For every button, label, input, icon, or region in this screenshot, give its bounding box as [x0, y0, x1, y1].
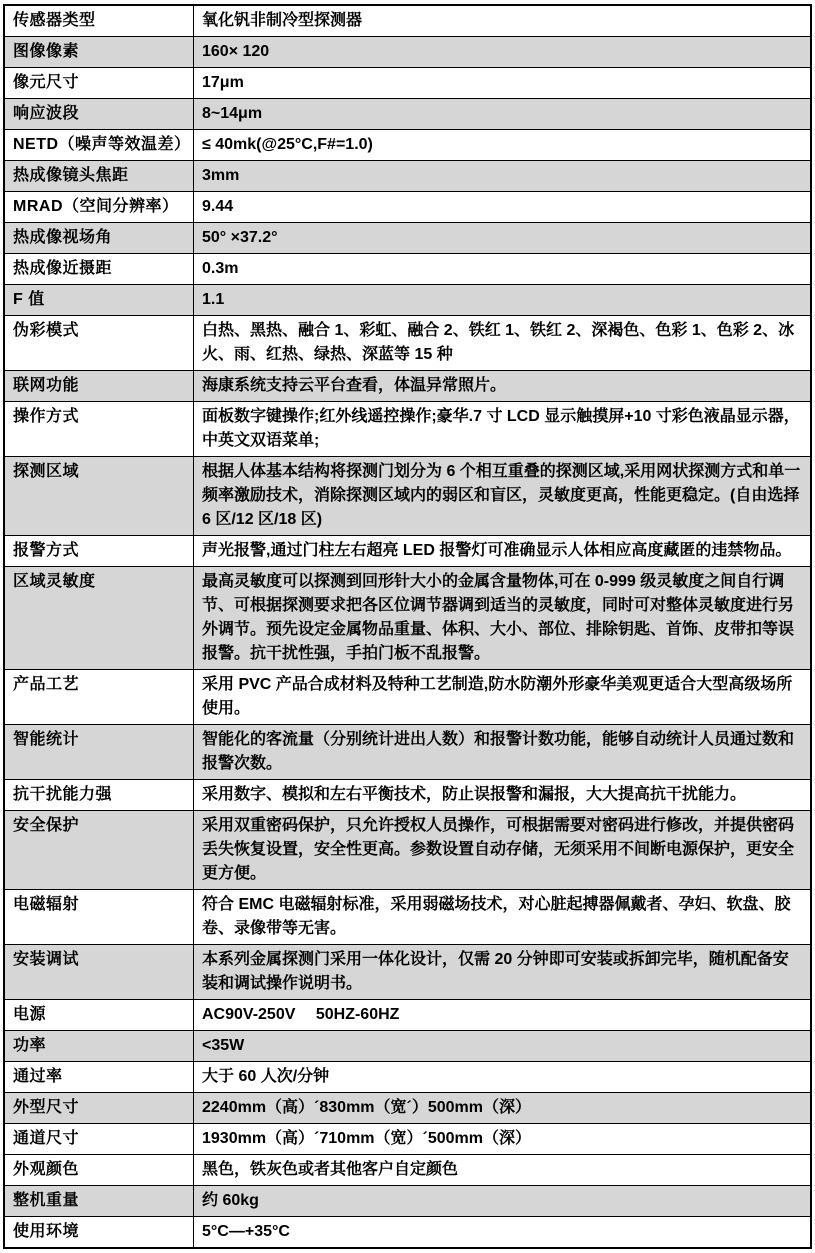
spec-value: 1.1	[194, 285, 812, 316]
spec-label: F 值	[4, 285, 194, 316]
spec-value: 50° ×37.2°	[194, 223, 812, 254]
spec-value: 声光报警,通过门柱左右超亮 LED 报警灯可准确显示人体相应高度藏匿的违禁物品。	[194, 536, 812, 567]
table-row	[4, 99, 811, 130]
spec-value: 17μm	[194, 68, 812, 99]
spec-value: 采用 PVC 产品合成材料及特种工艺制造,防水防潮外形豪华美观更适合大型高级场所使用。	[194, 670, 812, 725]
spec-value: 最高灵敏度可以探测到回形针大小的金属含量物体,可在 0-999 级灵敏度之间自行调节、可根据探测要求把各区位调节器调到适当的灵敏度，同时可对整体灵敏度进行另外调节。预先设定金属物品重量、体积、大小、部位、排除钥匙、首饰、皮带扣等误报警。抗干扰性强，手拍门板不乱报警。	[194, 567, 812, 670]
spec-value: 本系列金属探测门采用一体化设计，仅需 20 分钟即可安装或拆卸完毕，随机配备安装和调试操作说明书。	[194, 945, 812, 1000]
spec-value: 8~14μm	[194, 99, 812, 130]
table-row	[4, 457, 811, 536]
spec-value: 约 60kg	[194, 1186, 812, 1217]
spec-label: 智能统计	[4, 725, 194, 780]
spec-label: 响应波段	[4, 99, 194, 130]
table-row	[4, 37, 811, 68]
spec-value: 1930mm（高）´710mm（宽）´500mm（深）	[194, 1124, 812, 1155]
table-row	[4, 945, 811, 1000]
spec-label: 联网功能	[4, 371, 194, 402]
spec-value: 采用数字、模拟和左右平衡技术，防止误报警和漏报，大大提高抗干扰能力。	[194, 780, 812, 811]
spec-label: 产品工艺	[4, 670, 194, 725]
spec-label: 抗干扰能力强	[4, 780, 194, 811]
spec-label: 热成像近摄距	[4, 254, 194, 285]
table-row	[4, 1155, 811, 1186]
spec-label: MRAD（空间分辨率）	[4, 192, 194, 223]
table-row	[4, 1124, 811, 1155]
spec-label: 报警方式	[4, 536, 194, 567]
spec-value: 智能化的客流量（分别统计进出人数）和报警计数功能，能够自动统计人员通过数和报警次数。	[194, 725, 812, 780]
spec-value: 根据人体基本结构将探测门划分为 6 个相互重叠的探测区域,采用网状探测方式和单一频率激励技术，消除探测区域内的弱区和盲区，灵敏度更高，性能更稳定。(自由选择 6 区/12 区/18 区)	[194, 457, 812, 536]
spec-value: 符合 EMC 电磁辐射标准，采用弱磁场技术，对心脏起搏器佩戴者、孕妇、软盘、胶卷、录像带等无害。	[194, 890, 812, 945]
spec-value: 5°C—+35°C	[194, 1217, 812, 1249]
spec-label: 电磁辐射	[4, 890, 194, 945]
spec-label: 安装调试	[4, 945, 194, 1000]
spec-value: 氧化钒非制冷型探测器	[194, 5, 812, 37]
spec-label: 外观颜色	[4, 1155, 194, 1186]
table-row	[4, 130, 811, 161]
spec-value: 海康系统支持云平台查看，体温异常照片。	[194, 371, 812, 402]
spec-label: 伪彩模式	[4, 316, 194, 371]
table-row	[4, 285, 811, 316]
spec-label: 像元尺寸	[4, 68, 194, 99]
spec-label: 图像像素	[4, 37, 194, 68]
table-row	[4, 68, 811, 99]
spec-label: 传感器类型	[4, 5, 194, 37]
table-row	[4, 161, 811, 192]
spec-label: 通过率	[4, 1062, 194, 1093]
spec-label: 外型尺寸	[4, 1093, 194, 1124]
spec-value: 黑色，铁灰色或者其他客户自定颜色	[194, 1155, 812, 1186]
table-row	[4, 371, 811, 402]
table-row	[4, 725, 811, 780]
table-row	[4, 223, 811, 254]
spec-label: 安全保护	[4, 811, 194, 890]
spec-value: 3mm	[194, 161, 812, 192]
spec-label: NETD（噪声等效温差）	[4, 130, 194, 161]
table-row	[4, 780, 811, 811]
spec-value: ≤ 40mk(@25°C,F#=1.0)	[194, 130, 812, 161]
spec-value: 面板数字键操作;红外线遥控操作;豪华.7 寸 LCD 显示触摸屏+10 寸彩色液晶显示器，中英文双语菜单;	[194, 402, 812, 457]
table-row	[4, 670, 811, 725]
spec-value: 2240mm（高）´830mm（宽´）500mm（深）	[194, 1093, 812, 1124]
spec-label: 操作方式	[4, 402, 194, 457]
table-row	[4, 890, 811, 945]
spec-label: 功率	[4, 1031, 194, 1062]
table-row	[4, 811, 811, 890]
spec-table	[3, 4, 812, 1249]
table-row	[4, 1186, 811, 1217]
spec-label: 整机重量	[4, 1186, 194, 1217]
table-row	[4, 1093, 811, 1124]
spec-label: 使用环境	[4, 1217, 194, 1249]
table-row	[4, 254, 811, 285]
spec-label: 区域灵敏度	[4, 567, 194, 670]
spec-value: 160× 120	[194, 37, 812, 68]
spec-value: 0.3m	[194, 254, 812, 285]
spec-label: 通道尺寸	[4, 1124, 194, 1155]
spec-label: 电源	[4, 1000, 194, 1031]
spec-value: 采用双重密码保护，只允许授权人员操作，可根据需要对密码进行修改，并提供密码丢失恢复设置，安全性更高。参数设置自动存储，无须采用不间断电源保护，更安全更方便。	[194, 811, 812, 890]
table-row	[4, 1031, 811, 1062]
spec-label: 热成像视场角	[4, 223, 194, 254]
spec-table-body	[4, 5, 811, 1248]
table-row	[4, 567, 811, 670]
spec-label: 探测区域	[4, 457, 194, 536]
table-row	[4, 316, 811, 371]
table-row	[4, 536, 811, 567]
spec-value: <35W	[194, 1031, 812, 1062]
table-row	[4, 192, 811, 223]
spec-value: 大于 60 人次/分钟	[194, 1062, 812, 1093]
spec-value: AC90V-250V 50HZ-60HZ	[194, 1000, 812, 1031]
table-row	[4, 5, 811, 37]
spec-label: 热成像镜头焦距	[4, 161, 194, 192]
table-row	[4, 1062, 811, 1093]
table-row	[4, 402, 811, 457]
table-row	[4, 1000, 811, 1031]
spec-value: 9.44	[194, 192, 812, 223]
spec-value: 白热、黑热、融合 1、彩虹、融合 2、铁红 1、铁红 2、深褐色、色彩 1、色彩 2、冰火、雨、红热、绿热、深蓝等 15 种	[194, 316, 812, 371]
table-row	[4, 1217, 811, 1249]
